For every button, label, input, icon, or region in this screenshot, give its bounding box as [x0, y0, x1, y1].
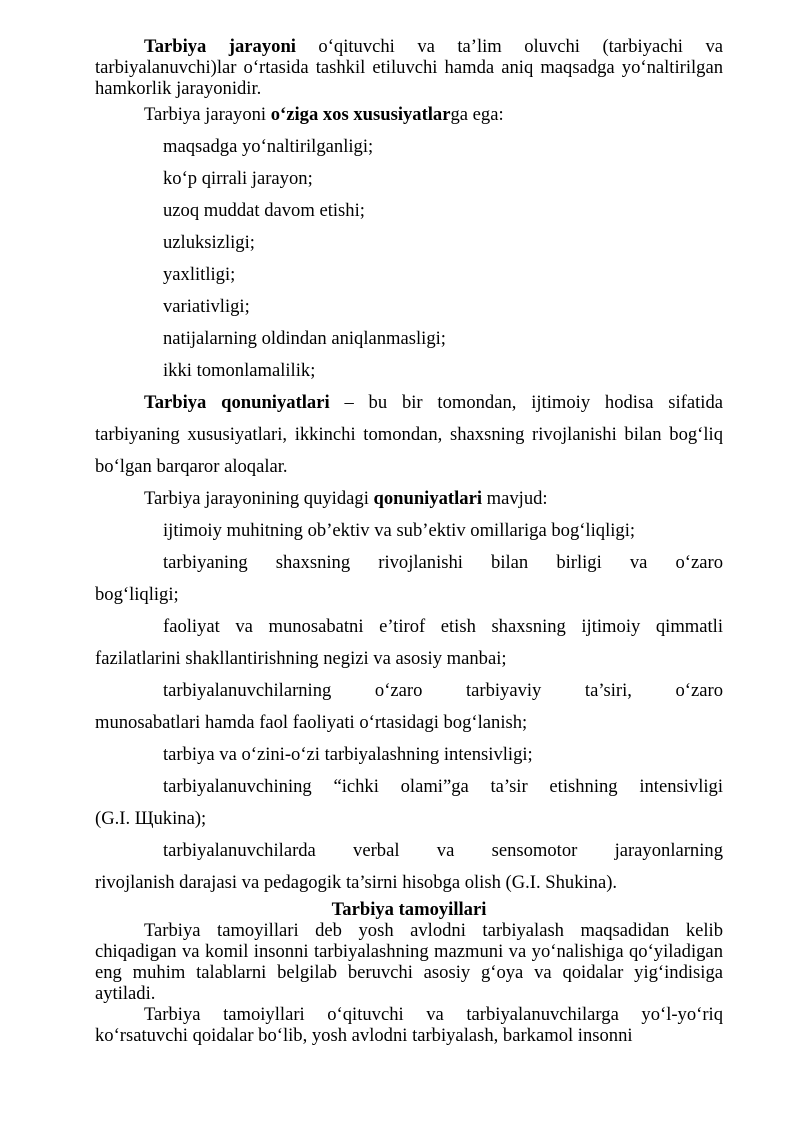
list-item-text: uzoq muddat davom etishi;	[163, 200, 365, 221]
list-item-text: tarbiyalanuvchining “ichki olami”ga ta’sir etishning intensivligi	[163, 776, 723, 797]
paragraph-principles-role: Tarbiya tamoiyllari o‘qituvchi va tarbiyalanuvchilarga yo‘l-yo‘riq ko‘rsatuvchi qoidalar bo‘lib, yosh avlodni tarbiyalash, barkamol insonni	[95, 1004, 723, 1046]
list-item	[95, 515, 723, 547]
list-item	[95, 291, 723, 323]
list-item-continuation: fazilatlarini shakllantirishning negizi va asosiy manbai;	[95, 648, 507, 669]
text-pre: Tarbiya jarayonining quyidagi	[144, 488, 374, 509]
list-item	[95, 771, 723, 803]
paragraph-features-intro	[95, 99, 723, 131]
list-item	[95, 195, 723, 227]
text-post: ga ega:	[450, 104, 504, 125]
list-item	[95, 259, 723, 291]
paragraph-principles-definition: Tarbiya tamoyillari deb yosh avlodni tarbiyalash maqsadidan kelib chiqadigan va komil insonni tarbiyalashning mazmuni va yo‘nalishiga qo‘yiladigan eng muhim talablarni belgilab beruvchi asosiy g‘oya va qoidalar yig‘indisiga aytiladi.	[95, 920, 723, 1004]
list-item-text: tarbiyalanuvchilarning o‘zaro tarbiyaviy ta’siri, o‘zaro	[163, 680, 723, 701]
list-item	[95, 323, 723, 355]
list-item-text: tarbiyaning shaxsning rivojlanishi bilan birligi va o‘zaro	[163, 552, 723, 573]
list-item-text: faoliyat va munosabatni e’tirof etish shaxsning ijtimoiy qimmatli	[163, 616, 723, 637]
list-item-text: maqsadga yo‘naltirilganligi;	[163, 136, 374, 157]
list-item-text: yaxlitligi;	[163, 264, 236, 285]
list-item	[95, 611, 723, 643]
list-item-continuation: bog‘liqligi;	[95, 584, 179, 605]
document-page	[95, 36, 723, 1046]
paragraph-laws-intro	[95, 483, 723, 515]
list-item-text: tarbiyalanuvchilarda verbal va sensomotor jarayonlarning	[163, 840, 723, 861]
laws-list	[95, 515, 723, 899]
text-post: mavjud:	[482, 488, 548, 509]
term-bold: qonuniyatlari	[373, 488, 483, 509]
text-pre: Tarbiya jarayoni	[144, 104, 271, 125]
list-item	[95, 355, 723, 387]
section-heading: Tarbiya tamoyillari	[331, 899, 487, 920]
term-bold: Tarbiya qonuniyatlari	[144, 392, 330, 413]
list-item-text: variativligi;	[163, 296, 250, 317]
list-item-text: ikki tomonlamalilik;	[163, 360, 316, 381]
list-item	[95, 131, 723, 163]
list-item	[95, 835, 723, 867]
list-item-text: tarbiya va o‘zini-o‘zi tarbiyalashning intensivligi;	[163, 744, 533, 765]
paragraph-definition	[95, 36, 723, 99]
list-item	[95, 227, 723, 259]
term-bold: o‘ziga xos xususiyatlar	[270, 104, 451, 125]
list-item-text: ko‘p qirrali jarayon;	[163, 168, 313, 189]
list-item	[95, 739, 723, 771]
list-item	[95, 675, 723, 707]
term-bold: Tarbiya jarayoni	[144, 36, 296, 57]
paragraph-text: – bu bir tomondan, ijtimoiy hodisa sifatida tarbiyaning xususiyatlari, ikkinchi tomondan, shaxsning rivojlanishi bilan bog‘liq bo‘lgan barqaror aloqalar.	[95, 392, 723, 477]
list-item	[95, 163, 723, 195]
list-item-text: ijtimoiy muhitning ob’ektiv va sub’ektiv omillariga bog‘liqligi;	[163, 520, 636, 541]
list-item	[95, 547, 723, 579]
list-item-text: uzluksizligi;	[163, 232, 255, 253]
paragraph-laws-definition	[95, 387, 723, 483]
list-item-continuation: (G.I. Щukina);	[95, 808, 207, 829]
features-list	[95, 131, 723, 387]
list-item-continuation: rivojlanish darajasi va pedagogik ta’sirni hisobga olish (G.I. Shukina).	[95, 872, 618, 893]
list-item-text: natijalarning oldindan aniqlanmasligi;	[163, 328, 446, 349]
list-item-continuation: munosabatlari hamda faol faoliyati o‘rtasidagi bog‘lanish;	[95, 712, 528, 733]
paragraph-text: o‘qituvchi va ta’lim oluvchi (tarbiyachi va tarbiyalanuvchi)lar o‘rtasida tashkil etiluvchi hamda aniq maqsadga yo‘naltirilgan hamkorlik jarayonidir.	[95, 36, 723, 99]
